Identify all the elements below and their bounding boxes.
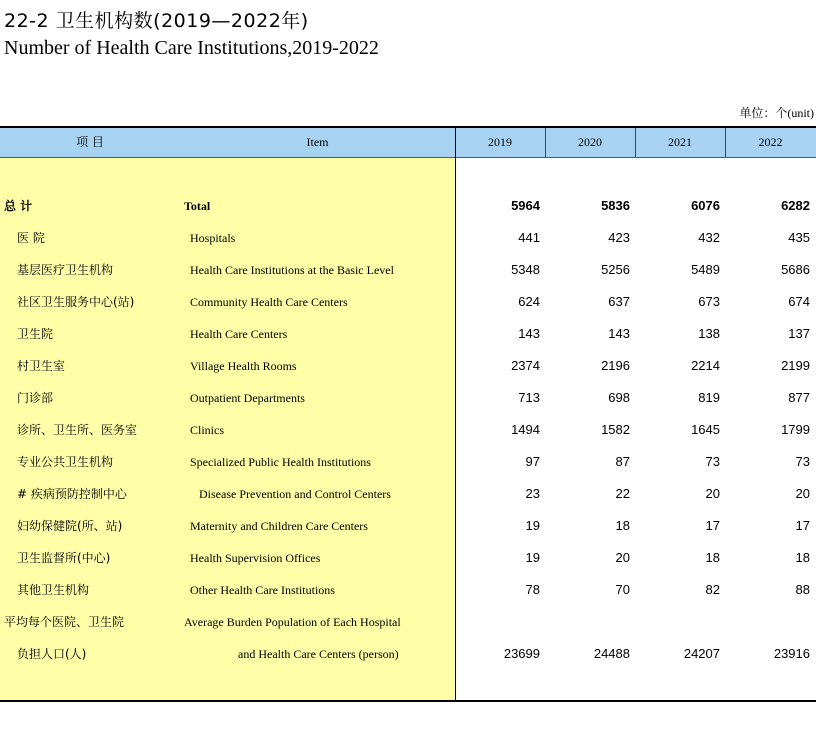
row-label-en: Hospitals [190,231,236,245]
cell-value-2019: 143 [518,326,540,341]
cell-value-2022: 877 [788,390,810,405]
row-label-zh: 社区卫生服务中心(站) [17,295,135,309]
cell-value-2022: 23916 [773,646,810,661]
header-divider [545,128,546,157]
header-year-2020: 2020 [578,135,602,149]
cell-value-2021: 17 [705,518,720,533]
table-row [0,350,816,382]
cell-value-2021: 819 [698,390,720,405]
cell-value-2020: 1582 [601,422,630,437]
cell-value-2020: 2196 [601,358,630,373]
cell-value-2021: 20 [705,486,720,501]
table-row [0,574,816,606]
row-label-zh: 基层医疗卫生机构 [17,263,114,277]
row-label-zh: 卫生院 [17,327,54,341]
cell-value-2021: 673 [698,294,720,309]
row-label-en: Clinics [190,423,225,437]
header-year-2019: 2019 [488,135,512,149]
row-label-en: Total [184,199,211,213]
cell-value-2022: 20 [795,486,810,501]
cell-value-2022: 1799 [781,422,810,437]
cell-value-2022: 18 [795,550,810,565]
cell-value-2020: 24488 [593,646,630,661]
cell-value-2020: 87 [615,454,630,469]
cell-value-2020: 20 [615,550,630,565]
row-label-en: Village Health Rooms [190,359,297,373]
cell-value-2021: 82 [705,582,720,597]
header-year-2021: 2021 [668,135,692,149]
cell-value-2021: 73 [705,454,720,469]
header-divider [635,128,636,157]
cell-value-2022: 2199 [781,358,810,373]
row-label-zh: 平均每个医院、卫生院 [4,615,125,629]
table-row [0,286,816,318]
row-label-en: and Health Care Centers (person) [238,647,399,661]
table-row [0,254,816,286]
row-label-en: Average Burden Population of Each Hospital [184,615,401,629]
row-label-en: Health Supervision Offices [190,551,321,565]
table-row [0,446,816,478]
row-label-en: Specialized Public Health Institutions [190,455,371,469]
table-row [0,478,816,510]
row-label-zh: 其他卫生机构 [17,583,90,597]
cell-value-2019: 624 [518,294,540,309]
table-row [0,414,816,446]
table-row [0,542,816,574]
row-label-zh: 妇幼保健院(所、站) [17,519,123,533]
cell-value-2020: 22 [615,486,630,501]
table-row [0,638,816,670]
cell-value-2020: 5256 [601,262,630,277]
cell-value-2020: 5836 [601,198,630,213]
row-label-zh: 卫生监督所(中心) [17,551,111,565]
cell-value-2019: 78 [525,582,540,597]
cell-value-2020: 70 [615,582,630,597]
unit-label: 单位：个(unit) [739,106,814,120]
cell-value-2022: 6282 [781,198,810,213]
cell-value-2021: 1645 [691,422,720,437]
cell-value-2022: 435 [788,230,810,245]
row-label-en: Disease Prevention and Control Centers [199,487,391,501]
cell-value-2021: 2214 [691,358,720,373]
cell-value-2021: 24207 [683,646,720,661]
cell-value-2019: 5348 [511,262,540,277]
cell-value-2021: 138 [698,326,720,341]
header-divider [725,128,726,157]
cell-value-2022: 674 [788,294,810,309]
page-title-en: Number of Health Care Institutions,2019-2022 [4,37,379,59]
row-label-zh: 专业公共卫生机构 [17,455,114,469]
header-item-zh: 项 目 [76,135,104,149]
cell-value-2019: 23699 [503,646,540,661]
cell-value-2020: 143 [608,326,630,341]
cell-value-2019: 97 [525,454,540,469]
cell-value-2019: 1494 [511,422,540,437]
cell-value-2019: 713 [518,390,540,405]
row-label-en: Other Health Care Institutions [190,583,335,597]
cell-value-2021: 5489 [691,262,720,277]
table-row [0,382,816,414]
cell-value-2021: 432 [698,230,720,245]
page-title-zh: 22-2 卫生机构数(2019—2022年) [4,10,309,32]
cell-value-2019: 19 [525,518,540,533]
row-label-zh: 负担人口(人) [17,647,87,661]
cell-value-2019: 441 [518,230,540,245]
row-label-zh: 总 计 [4,199,33,213]
cell-value-2019: 19 [525,550,540,565]
cell-value-2019: 23 [525,486,540,501]
row-label-en: Health Care Institutions at the Basic Level [190,263,394,277]
cell-value-2021: 6076 [691,198,720,213]
table-row [0,190,816,222]
row-label-zh: 医 院 [17,231,45,245]
cell-value-2022: 137 [788,326,810,341]
cell-value-2019: 2374 [511,358,540,373]
cell-value-2022: 5686 [781,262,810,277]
cell-value-2022: 73 [795,454,810,469]
row-label-zh: # 疾病预防控制中心 [17,487,127,501]
header-year-2022: 2022 [758,135,783,149]
row-label-en: Outpatient Departments [190,391,305,405]
row-label-zh: 门诊部 [17,391,54,405]
row-label-zh: 诊所、卫生所、医务室 [17,423,138,437]
row-label-zh: 村卫生室 [17,359,66,373]
cell-value-2020: 423 [608,230,630,245]
table-row [0,318,816,350]
cell-value-2020: 637 [608,294,630,309]
row-label-en: Health Care Centers [190,327,288,341]
header-item-en: Item [306,135,329,149]
table-row [0,510,816,542]
cell-value-2021: 18 [705,550,720,565]
cell-value-2019: 5964 [511,198,540,213]
table-bottom-rule [0,700,816,702]
table-row [0,606,816,638]
cell-value-2020: 698 [608,390,630,405]
cell-value-2022: 88 [795,582,810,597]
cell-value-2022: 17 [795,518,810,533]
row-label-en: Community Health Care Centers [190,295,348,309]
cell-value-2020: 18 [615,518,630,533]
table-row [0,222,816,254]
row-label-en: Maternity and Children Care Centers [190,519,368,533]
